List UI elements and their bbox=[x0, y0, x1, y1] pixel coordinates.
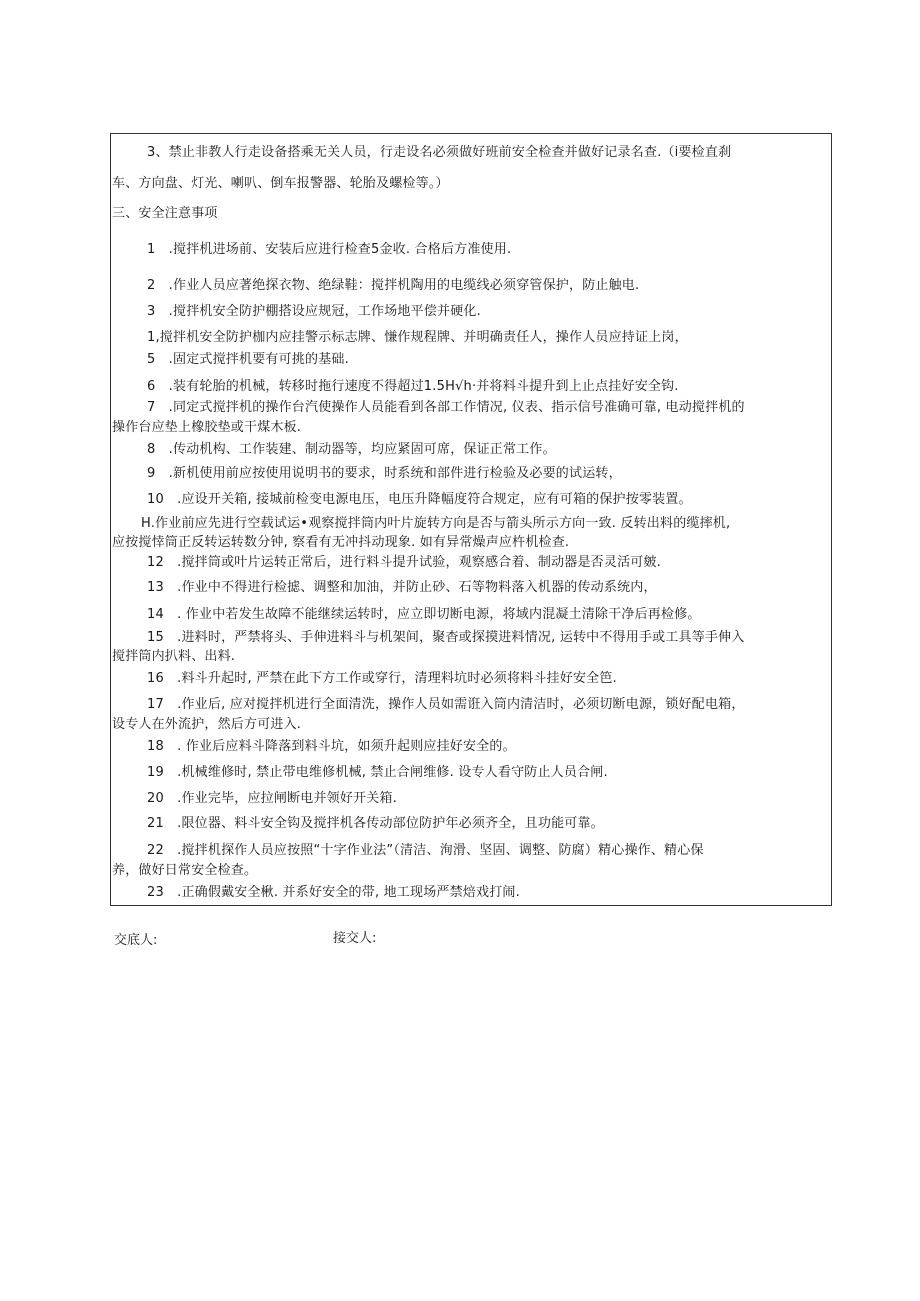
list-item: 1,搅拌机安全防护枷内应挂警示标志牌、慊作规程牌、并明确责任人，操作人员应持证上岗， bbox=[147, 330, 688, 345]
list-item: 5 .固定式搅拌机要有可挑的基础. bbox=[147, 352, 349, 367]
briefing-giver-label: 交底人: bbox=[114, 933, 158, 948]
list-item: 20 .作业完毕，应拉闸断电并领好开关箱. bbox=[147, 791, 398, 806]
list-item: 22 .搅拌机探作人员应按照“十字作业法”（清洁、洵滑、坚固、调整、防腐）精心操作、精心保 bbox=[147, 843, 704, 858]
list-item-continuation: 设专人在外流护，然后方可进入. bbox=[112, 717, 302, 732]
list-item: 19 .机械维修时, 禁止带电维修机械, 禁止合闸维修. 设专人看守防止人员合闸. bbox=[147, 765, 608, 780]
list-item: 16 .料斗升起时, 严禁在此下方工作或穿行，清理料坑时必须将料斗挂好安全笆. bbox=[147, 671, 617, 686]
list-item: 13 .作业中不得进行检摅、调整和加油，并防止砂、石等物料落入机器的传动系统内， bbox=[147, 580, 657, 595]
list-item-continuation: 操作台应垫上橡胶垫或干煤木板. bbox=[112, 420, 302, 435]
list-item: 18 . 作业后应料斗降落到料斗坑，如须升起则应挂好安全的。 bbox=[147, 739, 516, 754]
list-item: 3 .搅拌机安全防护棚搭设应规冠，工作场地平偿并硬化. bbox=[147, 304, 481, 319]
list-item: 1 .搅拌机进场前、安装后应进行检查5金收. 合格后方准使用. bbox=[147, 242, 512, 257]
list-item: H.作业前应先进行空载试运•观察搅拌筒内叶片旋转方向是否与箭头所示方向一致. 反转出料的缆摔机, bbox=[141, 516, 731, 531]
list-item: 7 .同定式搅拌机的操作台汽使操作人员能看到各部工作情况, 仪表、指示信号准确可靠, 电动搅拌机的 bbox=[147, 400, 745, 415]
list-item: 21 .限位器、料斗安全钩及搅拌机各传动部位防护年必须齐全，且功能可靠。 bbox=[147, 816, 604, 831]
list-item-continuation: 养，做好日常安全检查。 bbox=[112, 863, 258, 878]
section-three-intro-line-2: 车、方向盘、灯光、喇叭、倒车报警器、轮胎及螺检等。） bbox=[112, 176, 449, 191]
list-item-continuation: 应按搅悻筒正反转运转数分钟, 察看有无冲抖动现象. 如有异常燥声应杵机检查. bbox=[112, 535, 570, 550]
list-item-continuation: 搅拌筒内扒料、出料. bbox=[112, 649, 236, 664]
list-item: 14 . 作业中若发生故障不能继续运转时，应立即切断电源，将域内混凝土清除干净后再检修。 bbox=[147, 607, 701, 622]
list-item: 8 .传动机构、工作装建、制动器等，均应紧固可席，保证正常工作。 bbox=[147, 442, 556, 457]
list-item: 23 .正确假戴安全楸. 并系好安全的带, 地工现场严禁焙戏打闹. bbox=[147, 885, 520, 900]
list-item: 6 .装有轮胎的机械，转移时拖行速度不得超过1.5H√h·并将料斗提升到上止点挂好安全钩. bbox=[147, 379, 679, 394]
list-item: 9 .新机使用前应按使用说明书的要求，时系统和部件进行检验及必要的试运转， bbox=[147, 466, 622, 481]
section-three-intro-line-1: 3、禁止非教人行走设备搭乘无关人员，行走设名必须做好班前安全检查并做好记录名查.（i要检直刹 bbox=[147, 145, 732, 160]
list-item: 15 .进料时，严禁将头、手伸进料斗与机架间，聚杳或探摸进料情况, 运转中不得用手或工具等手伸入 bbox=[147, 630, 745, 645]
list-item: 17 .作业后, 应对搅拌机进行全面清洗，操作人员如需诳入筒内清洁时，必须切断电源，锁好配电箱， bbox=[147, 697, 745, 712]
list-item: 2 .作业人员应著绝探衣物、绝绿鞋：搅拌机陶用的电缆线必须穿管保护，防止触电. bbox=[147, 278, 640, 293]
briefing-receiver-label: 接交人: bbox=[333, 931, 377, 946]
list-item: 12 .搅拌筒或叶片运转正常后，进行料斗提升试验，观察感合着、制动器是否灵活可皴. bbox=[147, 555, 662, 570]
safety-briefing-table bbox=[110, 133, 832, 906]
section-heading: 三、安全注意事项 bbox=[112, 206, 218, 221]
list-item: 10 .应设开关箱, 接城前检变电源电压，电压升降幅度符合规定，应有可箱的保护按零装置。 bbox=[147, 492, 692, 507]
